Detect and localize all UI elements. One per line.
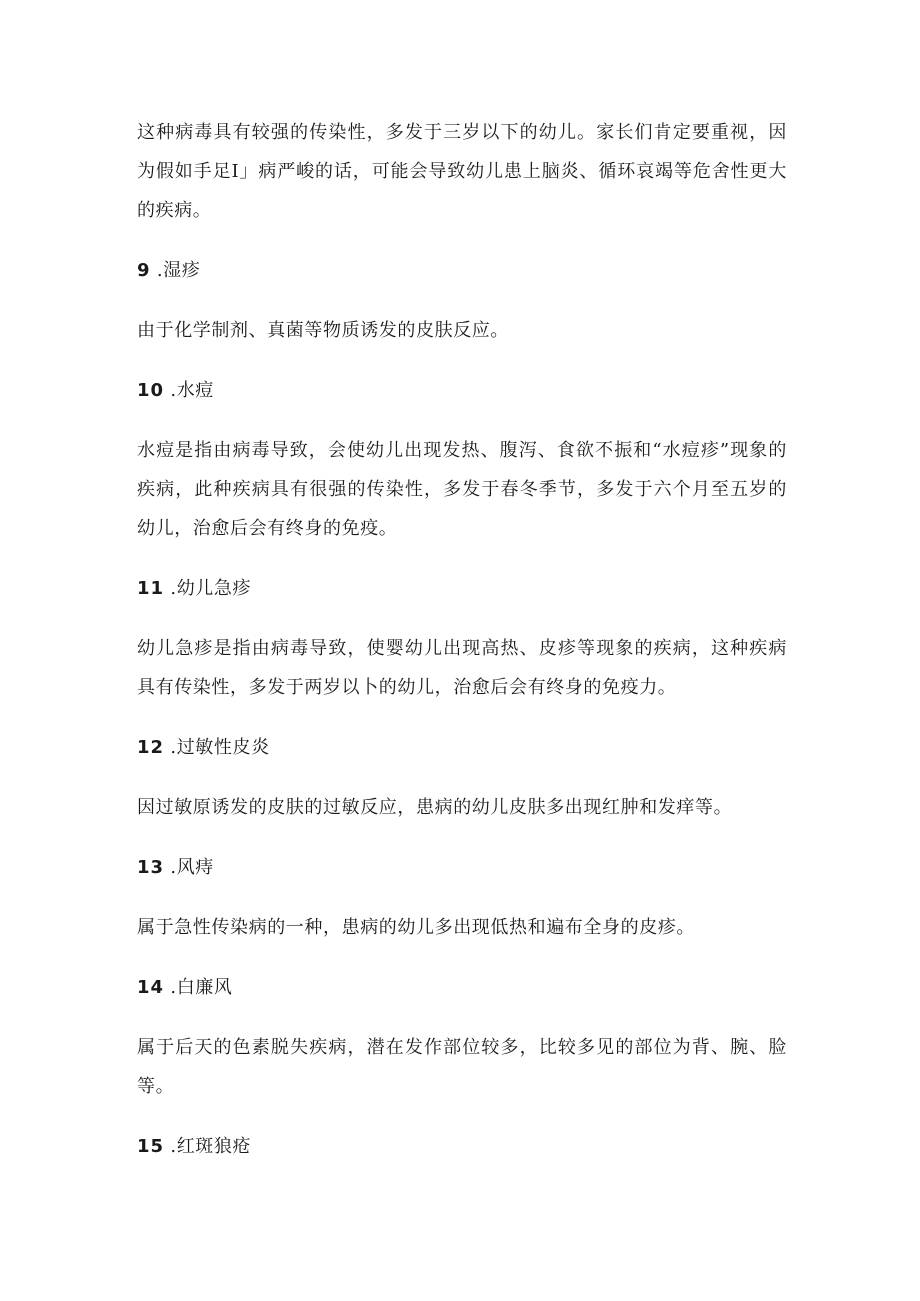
section-body-11: 幼儿急疹是指由病毒导致，使婴幼儿出现高热、皮疹等现象的疾病，这种疾病具有传染性，多发于两岁以卜的幼儿，治愈后会有终身的免疫力。 <box>137 638 787 698</box>
section-heading-9 <box>137 251 787 290</box>
section-heading-14 <box>137 968 787 1007</box>
section-number: 9 <box>137 260 151 281</box>
section-body-10: 水痘是指由病毒导致，会使幼儿出现发热、腹泻、食欲不振和“水痘疹”现象的疾病，此种疾病具有很强的传染性，多发于春冬季节，多发于六个月至五岁的幼儿，治愈后会有终身的免疫。 <box>137 440 787 539</box>
section-number: 10 <box>137 380 165 401</box>
section-number: 12 <box>137 737 165 758</box>
section-heading-15 <box>137 1127 787 1166</box>
section-number: 13 <box>137 857 165 878</box>
section-number: 11 <box>137 578 165 599</box>
section-number: 14 <box>137 977 165 998</box>
section-body-14: 属于后天的色素脱失疾病，潜在发作部位较多，比较多见的部位为背、腕、脸等。 <box>137 1037 787 1097</box>
section-heading-13 <box>137 848 787 887</box>
section-title: .湿疹 <box>156 260 201 281</box>
section-title: .水痘 <box>170 380 214 401</box>
document-page <box>137 113 787 1187</box>
section-title: .幼儿急疹 <box>170 578 252 599</box>
section-title: .红斑狼疮 <box>170 1136 252 1157</box>
section-number: 15 <box>137 1136 165 1157</box>
section-title: .风痔 <box>170 857 214 878</box>
section-heading-12 <box>137 728 787 767</box>
intro-paragraph: 这种病毒具有较强的传染性，多发于三岁以下的幼儿。家长们肯定要重视，因为假如手足I」病严峻的话，可能会导致幼儿患上脑炎、循环哀竭等危舍性更大的疾病。 <box>137 122 787 221</box>
section-body-13: 属于急性传染病的一种，患病的幼儿多出现低热和遍布全身的皮疹。 <box>137 917 695 938</box>
section-title: .过敏性皮炎 <box>170 737 270 758</box>
section-body-9: 由于化学制剂、真菌等物质诱发的皮肤反应。 <box>137 320 509 341</box>
section-body-12: 因过敏原诱发的皮肤的过敏反应，患病的幼儿皮肤多出现红肿和发痒等。 <box>137 797 733 818</box>
section-heading-11 <box>137 569 787 608</box>
section-title: .白廉风 <box>170 977 233 998</box>
section-heading-10 <box>137 371 787 410</box>
